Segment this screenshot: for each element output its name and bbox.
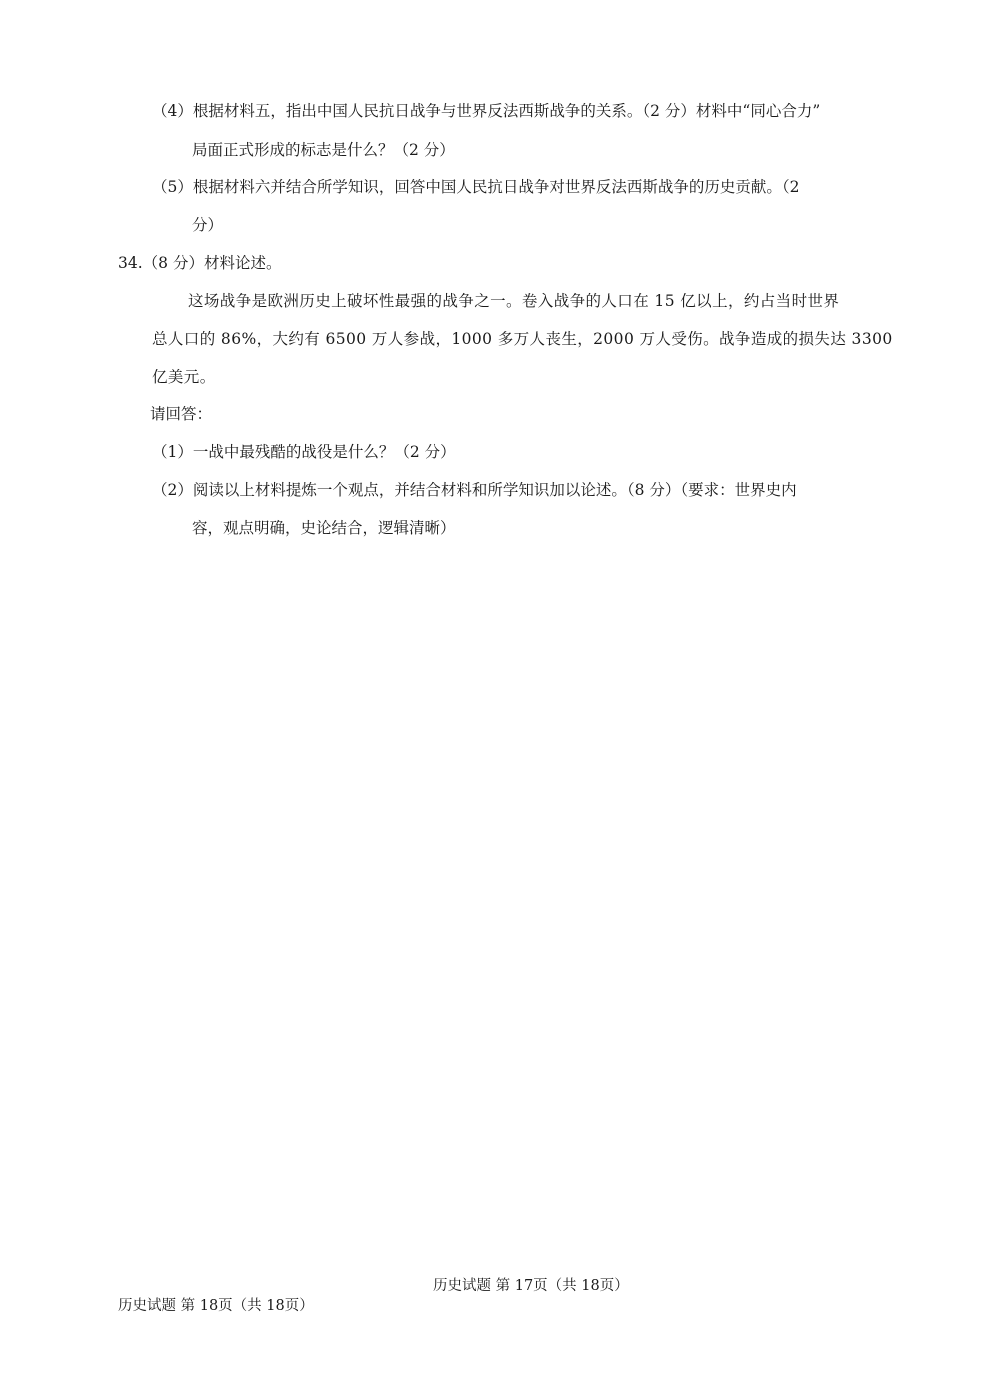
q34-material-line3: 亿美元。 (152, 368, 216, 386)
q33-sub5-line1: （5）根据材料六并结合所学知识，回答中国人民抗日战争对世界反法西斯战争的历史贡献。（2 (152, 178, 800, 196)
footer-page-18: 历史试题 第 18页（共 18页） (118, 1298, 314, 1314)
q34-sub2-line1: （2）阅读以上材料提炼一个观点，并结合材料和所学知识加以论述。（8 分）（要求：世界史内 (152, 481, 797, 499)
q34-title: 34.（8 分）材料论述。 (118, 254, 282, 272)
q33-sub5-line2: 分） (192, 216, 224, 234)
footer-page-17: 历史试题 第 17页（共 18页） (433, 1278, 629, 1294)
q34-prompt: 请回答： (150, 405, 213, 423)
q33-sub4-line1: （4）根据材料五，指出中国人民抗日战争与世界反法西斯战争的关系。（2 分）材料中“同心合力” (152, 102, 821, 120)
q34-sub2-line2: 容，观点明确，史论结合，逻辑清晰） (192, 519, 456, 537)
q34-material-line2: 总人口的 86%，大约有 6500 万人参战，1000 多万人丧生，2000 万人受伤。战争造成的损失达 3300 (152, 330, 893, 348)
q34-material-line1: 这场战争是欧洲历史上破坏性最强的战争之一。卷入战争的人口在 15 亿以上，约占当时世界 (188, 292, 840, 310)
q33-sub4-line2: 局面正式形成的标志是什么？（2 分） (192, 141, 455, 159)
q34-sub1: （1）一战中最残酷的战役是什么？（2 分） (152, 443, 456, 461)
